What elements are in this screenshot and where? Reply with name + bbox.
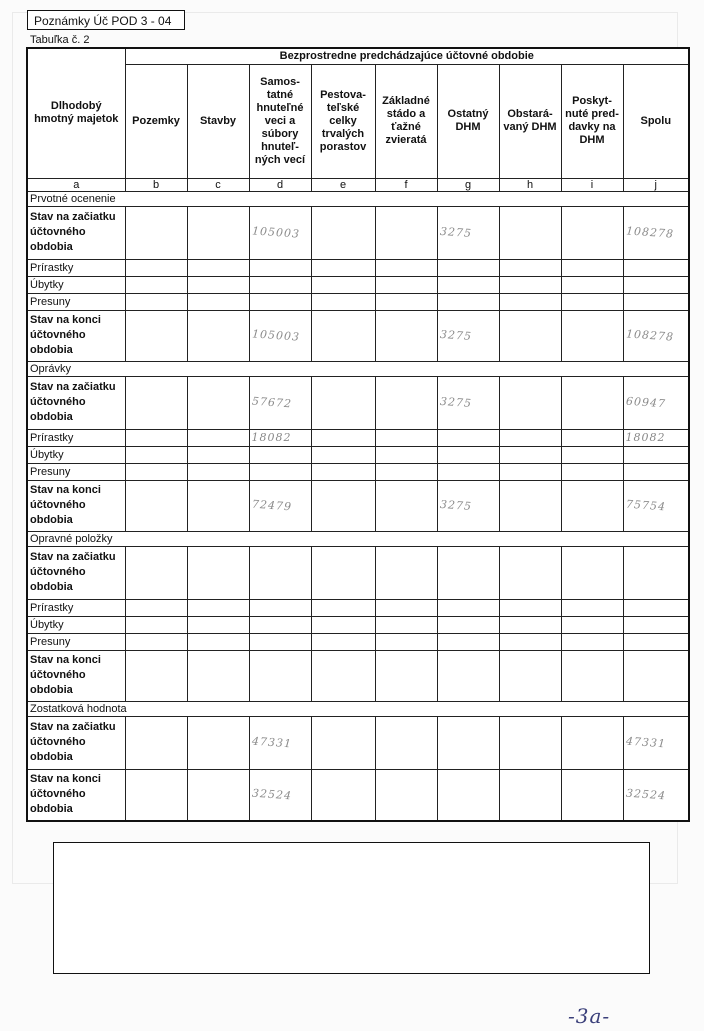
table-row [27, 463, 689, 480]
row-label-decrease: Úbytky [27, 276, 125, 293]
table-row [27, 376, 689, 429]
col-letter: e [311, 178, 375, 191]
row-label-end: Stav na konci účtovného obdobia [27, 310, 125, 361]
table-row [27, 276, 689, 293]
col-letter: i [561, 178, 623, 191]
table-row [27, 633, 689, 650]
table-row [27, 446, 689, 463]
header-col-g: Ostatný DHM [437, 64, 499, 178]
page-number: -3a- [568, 1004, 611, 1028]
table-row [27, 480, 689, 531]
value-s2-start-g: 3275 [439, 394, 472, 411]
header-col-h: Obstará-vaný DHM [499, 64, 561, 178]
value-s1-start-j: 108278 [625, 224, 674, 241]
value-s1-start-g: 3275 [439, 224, 472, 241]
row-label-start: Stav na začiatku účtovného obdobia [27, 376, 125, 429]
col-letter: d [249, 178, 311, 191]
col-letter: h [499, 178, 561, 191]
table-row [27, 310, 689, 361]
row-label-end: Stav na konci účtovného obdobia [27, 480, 125, 531]
table-row [27, 650, 689, 701]
value-s2-end-g: 3275 [439, 497, 472, 514]
col-letter: j [623, 178, 689, 191]
row-label-transfer: Presuny [27, 633, 125, 650]
table-row [27, 206, 689, 259]
table-row [27, 616, 689, 633]
row-label-end: Stav na konci účtovného obdobia [27, 769, 125, 821]
value-s4-start-d: 47331 [251, 734, 292, 751]
value-s4-end-j: 32524 [625, 786, 666, 803]
table-row [27, 716, 689, 769]
row-label-increase: Prírastky [27, 429, 125, 446]
header-col-e: Pestova-teľské celky trvalých porastov [311, 64, 375, 178]
header-col-i: Poskyt-nuté pred-davky na DHM [561, 64, 623, 178]
notes-box [53, 842, 650, 974]
value-s2-end-j: 75754 [625, 497, 666, 514]
header-col-c: Stavby [187, 64, 249, 178]
table-row [27, 293, 689, 310]
table-row [27, 599, 689, 616]
value-s1-end-j: 108278 [625, 327, 674, 344]
row-label-increase: Prírastky [27, 259, 125, 276]
col-letter: b [125, 178, 187, 191]
value-s2-end-d: 72479 [251, 497, 292, 514]
header-col-d: Samos-tatné hnuteľné veci a súbory hnuteľ-ných vecí [249, 64, 311, 178]
header-col-f: Základné stádo a ťažné zvieratá [375, 64, 437, 178]
row-label-transfer: Presuny [27, 463, 125, 480]
col-letter: c [187, 178, 249, 191]
value-s4-end-d: 32524 [251, 786, 292, 803]
row-label-decrease: Úbytky [27, 446, 125, 463]
section-depreciation: Oprávky [27, 361, 689, 376]
header-col-b: Pozemky [125, 64, 187, 178]
row-label-start: Stav na začiatku účtovného obdobia [27, 716, 125, 769]
fixed-assets-table [26, 47, 690, 822]
value-s1-end-d: 105003 [251, 327, 300, 344]
section-initial-valuation: Prvotné ocenenie [27, 191, 689, 206]
value-s1-end-g: 3275 [439, 327, 472, 344]
value-s4-start-j: 47331 [625, 734, 666, 751]
value-s1-start-d: 105003 [251, 224, 300, 241]
row-label-transfer: Presuny [27, 293, 125, 310]
col-letter: a [27, 178, 125, 191]
section-adjustments: Opravné položky [27, 531, 689, 546]
table-row [27, 769, 689, 821]
section-residual-value: Zostatková hodnota [27, 701, 689, 716]
value-s2-inc-j: 18082 [625, 431, 666, 444]
value-s2-inc-d: 18082 [251, 431, 292, 444]
table-row [27, 546, 689, 599]
row-label-start: Stav na začiatku účtovného obdobia [27, 206, 125, 259]
value-s2-start-d: 57672 [251, 394, 292, 411]
row-label-start: Stav na začiatku účtovného obdobia [27, 546, 125, 599]
form-title: Poznámky Úč POD 3 - 04 [27, 10, 185, 30]
row-label-end: Stav na konci účtovného obdobia [27, 650, 125, 701]
table-row [27, 429, 689, 446]
col-letter: f [375, 178, 437, 191]
row-label-increase: Prírastky [27, 599, 125, 616]
table-number: Tabuľka č. 2 [30, 34, 90, 46]
header-asset-type: Dlhodobý hmotný majetok [27, 48, 125, 178]
value-s2-start-j: 60947 [625, 394, 666, 411]
row-label-decrease: Úbytky [27, 616, 125, 633]
col-letter: g [437, 178, 499, 191]
table-row [27, 259, 689, 276]
header-period: Bezprostredne predchádzajúce účtovné obdobie [125, 48, 689, 64]
header-col-j: Spolu [623, 64, 689, 178]
